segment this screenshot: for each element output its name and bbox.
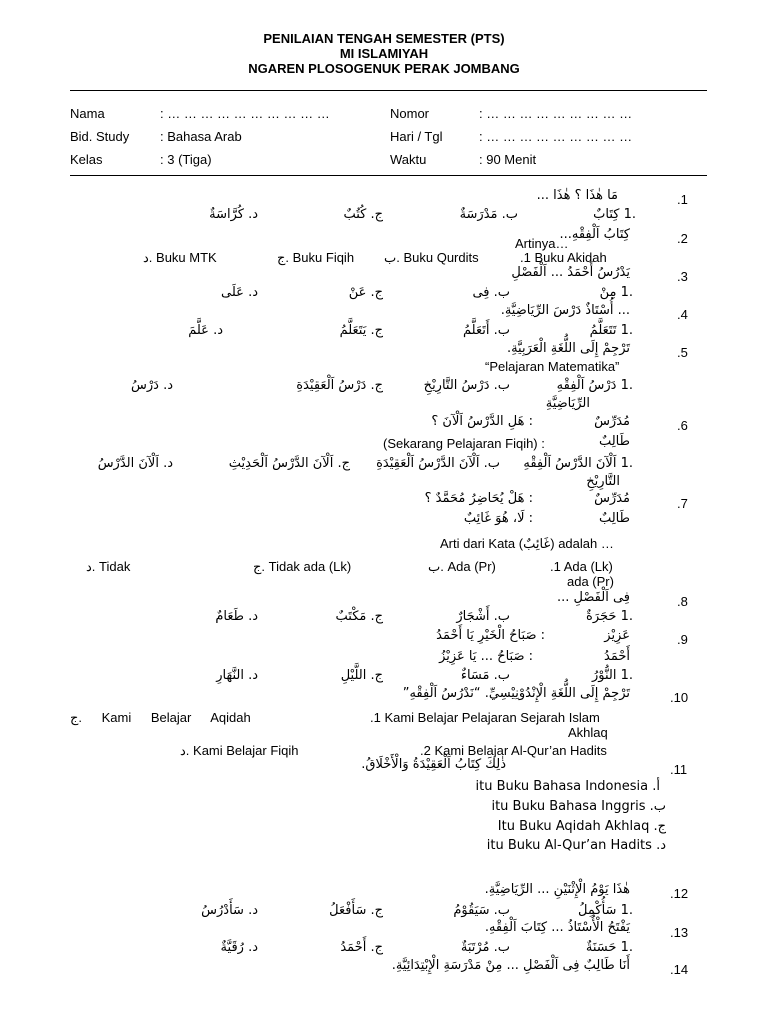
dialog-line-1: : صَبَاحُ الْخَيْرِ يَا أَحْمَدُ <box>436 628 545 643</box>
option-a[interactable]: .1 Kami Belajar Pelajaran Sejarah Islam <box>370 710 600 725</box>
option-b[interactable]: ب. فِى <box>472 285 510 300</box>
option-a[interactable]: .1 دَرْسُ اَلْفِقْهِ <box>556 378 633 393</box>
question-text: ... أُسْتَاذٌ دَرْسَ الرِّيَاضِيَّةِ. <box>500 303 630 318</box>
option-d[interactable]: د. كُرَّاسَةٌ <box>209 207 258 222</box>
option-a[interactable]: أ. itu Buku Bahasa Indonesia <box>475 779 660 794</box>
option-c[interactable]: ج. اَلْآنَ الدَّرْسُ اَلْحَدِيْثِ <box>228 456 350 471</box>
question-text: أَنَا طَالِبٌ فِى اَلْفَصْلِ ... مِنْ مَدْرَسَةِ الْإِبْتِدَائِيَّةِ. <box>391 958 630 973</box>
option-d[interactable]: د. عَلَّمَ <box>188 323 223 338</box>
option-b[interactable]: ب. مَسَاءٌ <box>460 668 510 683</box>
header-line-2: MI ISLAMIYAH <box>339 46 429 61</box>
question-number: .12 <box>670 886 689 901</box>
question-text: يَفْتَحُ الْأُسْتَاذُ ... كِتَابَ اَلْفِقْهِ. <box>484 920 630 935</box>
question-text: تَرْجِمْ إِلَى اللُّغَةِ الْعَرَبِيَّةِ. <box>506 341 630 356</box>
question-number: .6 <box>677 418 688 433</box>
kelas-label: Kelas <box>70 152 103 167</box>
speaker-2: طَالِبٌ <box>598 511 630 526</box>
option-a[interactable]: .1 حَجَرَةٌ <box>586 609 633 624</box>
question-number: .7 <box>677 496 688 511</box>
option-c[interactable]: ج. Tidak ada (Lk) <box>253 559 352 574</box>
speaker-2: طَالِبٌ <box>598 434 630 449</box>
nomor-value[interactable]: : … … … … … … … … … <box>479 106 633 121</box>
question-number: .8 <box>677 594 688 609</box>
question-text: هٰذَا يَوْمُ الْإِثْنَيْنِ ... الرِّيَاضِيَّةِ. <box>484 882 630 897</box>
option-a[interactable]: .1 كِتَابٌ <box>593 207 636 222</box>
waktu-value: : 90 Menit <box>479 152 537 167</box>
option-a[interactable]: .1 سَأُكْمِلُ <box>578 903 633 918</box>
option-b[interactable]: ب. Ada (Pr) <box>428 559 496 574</box>
option-b[interactable]: ب. مُرْتَبَةٌ <box>460 940 510 955</box>
option-d[interactable]: د. دَرْسُ <box>131 378 173 393</box>
question-text: فِى اَلْفَصْلِ ... <box>557 590 630 605</box>
option-c[interactable]: ج. اللَّيْلِ <box>340 668 383 683</box>
waktu-label: Waktu <box>390 152 427 167</box>
info-rule <box>70 175 707 176</box>
option-b[interactable]: ب. اَلْآنَ الدَّرْسُ اَلْعَقِيْدَةِ <box>376 456 500 471</box>
option-d[interactable]: د. رُقَيَّةٌ <box>220 940 258 955</box>
question-subtext: Artinya… <box>515 236 569 251</box>
option-d[interactable]: د. سَأَدْرُسُ <box>201 903 258 918</box>
kelas-value: : 3 (Tiga) <box>160 152 212 167</box>
question-number: .13 <box>670 925 689 940</box>
option-c[interactable]: ج. مَكْتَبٌ <box>335 609 383 624</box>
option-c[interactable]: ج. كُتُبٌ <box>343 207 383 222</box>
question-number: .14 <box>670 962 689 977</box>
dialog-line-2: : لَا، هُوَ غَائِبٌ <box>463 511 533 526</box>
question-number: .4 <box>677 307 688 322</box>
option-b[interactable]: ب. مَدْرَسَةٌ <box>459 207 518 222</box>
option-d[interactable]: د. النَّهَارِ <box>216 668 258 683</box>
option-b[interactable]: ب. itu Buku Bahasa Inggris <box>491 799 666 814</box>
option-a[interactable]: .1 Buku Akidah <box>520 250 607 265</box>
option-a[interactable]: .1 النُّوْرُ <box>591 668 633 683</box>
option-c[interactable]: ج. أَحْمَدُ <box>340 940 383 955</box>
option-c[interactable]: ج. Kami Belajar Aqidah <box>70 710 251 725</box>
option-a[interactable]: .1 حَسَنَةٌ <box>585 940 633 955</box>
question-text: تَرْجِمْ إِلَى اللُّغَةِ الْإِنْدُوْنِيْسِيِّ. “نَدْرُسُ اَلْفِقْهِ” <box>402 686 630 701</box>
option-c[interactable]: ج. سَأَفْعَلُ <box>329 903 383 918</box>
option-c[interactable]: ج. عَنْ <box>348 285 383 300</box>
option-a-cont: ada (Pr) <box>567 574 614 589</box>
dialog-line-2: (Sekarang Pelajaran Fiqih) : <box>383 436 545 451</box>
question-number: .10 <box>670 690 689 705</box>
question-number: .5 <box>677 345 688 360</box>
question-number: .3 <box>677 269 688 284</box>
question-subtext: Arti dari Kata (غَائِبٌ) adalah … <box>440 536 614 551</box>
option-d[interactable]: د. طَعَامٌ <box>215 609 258 624</box>
option-a[interactable]: .1 Ada (Lk) <box>550 559 613 574</box>
option-a-cont: التَّارِيْخِ <box>586 474 620 489</box>
option-b[interactable]: ب. سَيَقُوْمُ <box>453 903 510 918</box>
option-b[interactable]: ب. Buku Qurdits <box>384 250 479 265</box>
hari-label: Hari / Tgl <box>390 129 443 144</box>
nomor-label: Nomor <box>390 106 430 121</box>
option-c[interactable]: ج. Itu Buku Aqidah Akhlaq <box>497 819 666 834</box>
dialog-line-1: : هَلِ الدَّرْسُ اَلْآنَ ؟ <box>431 414 533 429</box>
option-b[interactable]: ب. أَشْجَارٌ <box>456 609 510 624</box>
option-d[interactable]: د. عَلَى <box>221 285 258 300</box>
speaker-1: مُدَرِّسٌ <box>594 491 630 506</box>
question-text: مَا هٰذَا ؟ هٰذَا ... <box>536 188 618 203</box>
question-text: ذٰلِكَ كِتَابُ اَلْعَقِيْدَةُ وَالْأَخْلَاقُ. <box>361 757 506 772</box>
bid-label: Bid. Study <box>70 129 130 144</box>
dialog-line-1: : هَلْ يُحَاضِرُ مُحَمَّدٌ ؟ <box>424 491 533 506</box>
nama-value[interactable]: : … … … … … … … … … … <box>160 106 330 121</box>
speaker-1: مُدَرِّسٌ <box>594 414 630 429</box>
question-number: .9 <box>677 632 688 647</box>
header-line-3: NGAREN PLOSOGENUK PERAK JOMBANG <box>248 61 520 76</box>
question-number: .11 <box>670 762 688 777</box>
option-a[interactable]: .1 تَتَعَلَّمُ <box>589 323 633 338</box>
question-text: يَدْرُسُ أَحْمَدُ ... اَلْفَصْلِ <box>511 265 630 280</box>
speaker-1: عَزِيْز <box>604 628 630 643</box>
option-b[interactable]: .2 Kami Belajar Al-Qur’an Hadits <box>420 743 607 758</box>
dialog-line-2: : صَبَاحُ ... يَا عَزِيْزُ <box>439 649 533 664</box>
question-number: .1 <box>677 192 688 207</box>
option-c[interactable]: ج. دَرْسُ اَلْعَقِيْدَةِ <box>296 378 383 393</box>
question-subtext: “Pelajaran Matematika” <box>485 359 620 374</box>
option-d[interactable]: د. Buku MTK <box>143 250 217 265</box>
option-a[interactable]: .1 اَلْآنَ الدَّرْسُ اَلْفِقْهِ <box>523 456 633 471</box>
hari-value[interactable]: : … … … … … … … … … <box>479 129 633 144</box>
option-a[interactable]: .1 مِنْ <box>599 285 633 300</box>
option-d[interactable]: د. itu Buku Al-Qur’an Hadits <box>486 838 666 853</box>
question-text: كِتَابُ اَلْفِقْهِ... <box>559 227 630 242</box>
option-b[interactable]: ب. أَتَعَلَّمُ <box>463 323 510 338</box>
nama-label: Nama <box>70 106 105 121</box>
option-c[interactable]: ج. يَتَعَلَّمُ <box>339 323 383 338</box>
option-d[interactable]: د. اَلْآنَ الدَّرْسُ <box>97 456 173 471</box>
question-number: .2 <box>677 231 688 246</box>
header-rule <box>70 90 707 91</box>
header-line-1: PENILAIAN TENGAH SEMESTER (PTS) <box>263 31 505 46</box>
option-a-cont: Akhlaq <box>568 725 608 740</box>
option-b[interactable]: ب. دَرْسُ التَّارِيْخِ <box>423 378 510 393</box>
bid-value: : Bahasa Arab <box>160 129 242 144</box>
option-a-cont: الرِّيَاضِيَّةِ <box>545 396 590 411</box>
option-c[interactable]: ج. Buku Fiqih <box>277 250 355 265</box>
speaker-2: أَحْمَدُ <box>604 649 630 664</box>
option-d[interactable]: د. Kami Belajar Fiqih <box>180 743 299 758</box>
option-d[interactable]: د. Tidak <box>86 559 131 574</box>
